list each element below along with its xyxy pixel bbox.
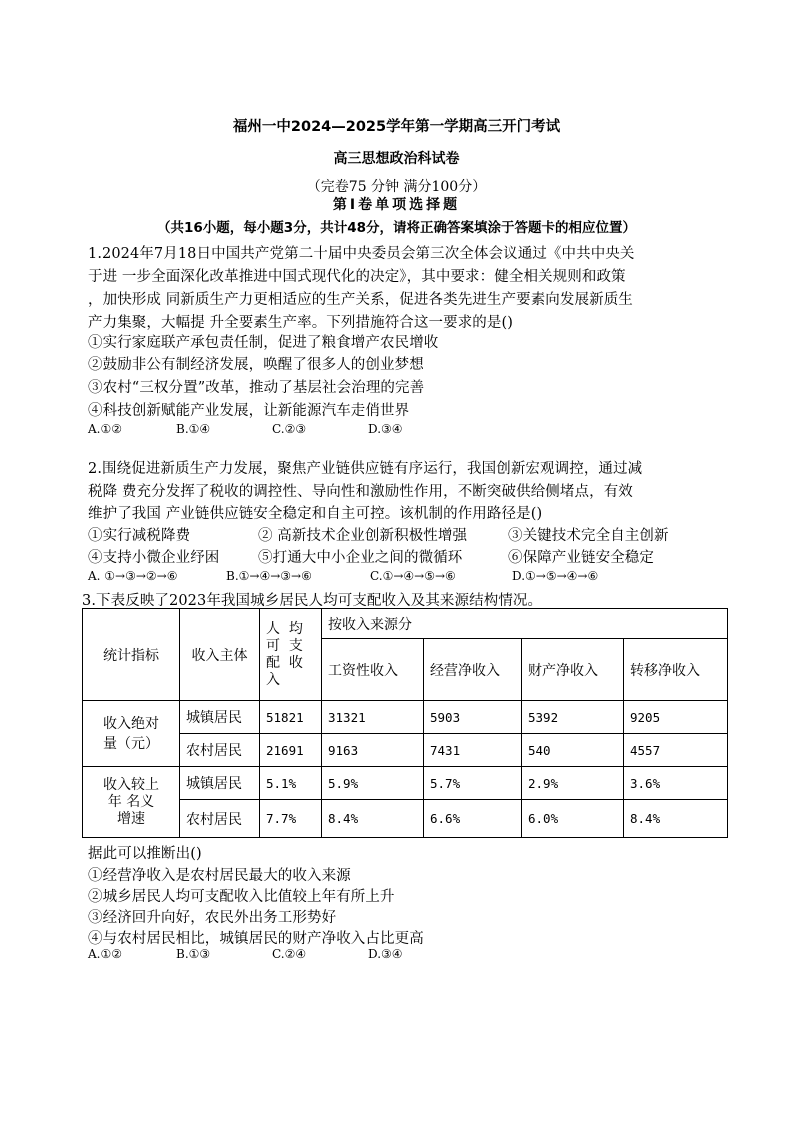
- header-indicator: 统计指标: [83, 609, 180, 701]
- cell-total: 5.1%: [260, 767, 322, 800]
- header-source: 按收入来源分: [322, 609, 728, 639]
- cell-transfer: 8.4%: [624, 800, 728, 838]
- cell-property: 5392: [522, 701, 624, 734]
- header-percapita-line: 入: [266, 671, 280, 688]
- q3-choice-b: B.①③: [176, 947, 211, 961]
- cell-total: 21691: [260, 734, 322, 767]
- q2-stem-line: 维护了我国 产业链供应链安全稳定和自主可控。该机制的作用路径是(): [88, 506, 543, 522]
- group-growth: [83, 767, 180, 838]
- cell-total: 51821: [260, 701, 322, 734]
- cell-property: 2.9%: [522, 767, 624, 800]
- cell-transfer: 3.6%: [624, 767, 728, 800]
- q1-item: ①实行家庭联产承包责任制，促进了粮食增产农民增收: [88, 335, 439, 351]
- group-absolute: [83, 701, 180, 767]
- cell-subject: 城镇居民: [180, 767, 260, 800]
- q2-item: ⑤打通大中小企业之间的微循环: [258, 550, 463, 566]
- cell-subject: 城镇居民: [180, 701, 260, 734]
- group-absolute-line: 量（元）: [103, 735, 159, 752]
- q2-choice-d: D.①→⑤→④→⑥: [512, 569, 599, 583]
- group-absolute-line: 收入绝对: [103, 715, 159, 732]
- q3-stem: 3.下表反映了2023年我国城乡居民人均可支配收入及其来源结构情况。: [82, 593, 543, 609]
- q2-choice-c: C.①→④→⑤→⑥: [370, 569, 456, 583]
- q2-choice-b: B.①→④→③→⑥: [226, 569, 312, 583]
- q3-item: ①经营净收入是农村居民最大的收入来源: [88, 868, 351, 884]
- cell-property: 6.0%: [522, 800, 624, 838]
- header-property: 财产净收入: [522, 639, 624, 701]
- group-growth-line: 增速: [117, 810, 145, 827]
- table-row: [83, 767, 728, 800]
- q2-item: ② 高新技术企业创新积极性增强: [258, 528, 468, 544]
- q2-stem-line: 税降 费充分发挥了税收的调控性、导向性和激励性作用，不断突破供给侧堵点，有效: [88, 484, 633, 500]
- header-percapita-line: 配 收: [266, 654, 303, 671]
- section-instructions: （共16小题，每小题3分，共计48分，请将正确答案填涂于答题卡的相应位置）: [157, 220, 636, 236]
- cell-property: 540: [522, 734, 624, 767]
- cell-transfer: 4557: [624, 734, 728, 767]
- q2-item: ③关键技术完全自主创新: [508, 528, 669, 544]
- header-percapita-line: 人 均: [266, 620, 303, 637]
- header-subject: 收入主体: [180, 609, 260, 701]
- section-title: 第Ⅰ卷单项选择题: [332, 197, 461, 213]
- q3-choice-c: C.②④: [272, 947, 307, 961]
- q2-item: ④支持小微企业纾困: [88, 550, 220, 566]
- q2-item: ①实行减税降费: [88, 528, 191, 544]
- q1-stem-line: 于进 一步全面深化改革推进中国式现代化的决定》，其中要求：健全相关规则和政策: [88, 269, 626, 285]
- group-growth-line: 年 名义: [107, 793, 155, 810]
- table-row: [83, 800, 728, 838]
- cell-business: 5.7%: [424, 767, 522, 800]
- group-growth-line: 收入较上: [103, 776, 159, 793]
- header-business: 经营净收入: [424, 639, 522, 701]
- exam-title: 福州一中2024—2025学年第一学期高三开门考试: [232, 119, 561, 135]
- table-row: [83, 701, 728, 734]
- q1-stem-line: 产力集聚，大幅提 升全要素生产率。下列措施符合这一要求的是(): [88, 315, 514, 331]
- q3-choice-d: D.③④: [368, 947, 403, 961]
- table-row: [83, 734, 728, 767]
- q3-item: ④与农村居民相比，城镇居民的财产净收入占比更高: [88, 931, 424, 947]
- income-table: [82, 608, 728, 838]
- cell-business: 5903: [424, 701, 522, 734]
- q1-item: ④科技创新赋能产业发展，让新能源汽车走俏世界: [88, 403, 410, 419]
- cell-subject: 农村居民: [180, 800, 260, 838]
- q1-choice-c: C.②③: [272, 422, 307, 436]
- q1-choice-a: A.①②: [88, 422, 122, 436]
- header-wage: 工资性收入: [322, 639, 424, 701]
- q1-item: ③农村“三权分置”改革，推动了基层社会治理的完善: [88, 380, 425, 396]
- q2-stem-line: 2.围绕促进新质生产力发展，聚焦产业链供应链有序运行，我国创新宏观调控，通过减: [88, 461, 643, 477]
- cell-transfer: 9205: [624, 701, 728, 734]
- q1-stem-line: ，加快形成 同新质生产力更相适应的生产关系，促进各类先进生产要素向发展新质生: [88, 292, 633, 308]
- exam-info: （完卷75 分钟 满分100分）: [306, 179, 487, 195]
- cell-wage: 9163: [322, 734, 424, 767]
- q3-item: ③经济回升向好，农民外出务工形势好: [88, 910, 337, 926]
- subject-title: 高三思想政治科试卷: [333, 151, 460, 167]
- q1-choice-b: B.①④: [176, 422, 211, 436]
- q3-item: ②城乡居民人均可支配收入比值较上年有所上升: [88, 889, 395, 905]
- q2-choice-a: A. ①→③→②→⑥: [88, 569, 178, 583]
- cell-business: 7431: [424, 734, 522, 767]
- cell-wage: 5.9%: [322, 767, 424, 800]
- q1-stem-line: 1.2024年7月18日中国共产党第二十届中央委员会第三次全体会议通过《中共中央关: [88, 246, 635, 262]
- cell-total: 7.7%: [260, 800, 322, 838]
- q3-prompt: 据此可以推断出(): [88, 846, 202, 862]
- cell-subject: 农村居民: [180, 734, 260, 767]
- header-percapita: [260, 609, 322, 701]
- header-transfer: 转移净收入: [624, 639, 728, 701]
- cell-wage: 31321: [322, 701, 424, 734]
- cell-wage: 8.4%: [322, 800, 424, 838]
- q3-choice-a: A.①②: [88, 947, 122, 961]
- header-percapita-line: 可 支: [266, 637, 303, 654]
- q1-choice-d: D.③④: [368, 422, 403, 436]
- cell-business: 6.6%: [424, 800, 522, 838]
- q1-item: ②鼓励非公有制经济发展，唤醒了很多人的创业梦想: [88, 357, 424, 373]
- q2-item: ⑥保障产业链安全稳定: [508, 550, 654, 566]
